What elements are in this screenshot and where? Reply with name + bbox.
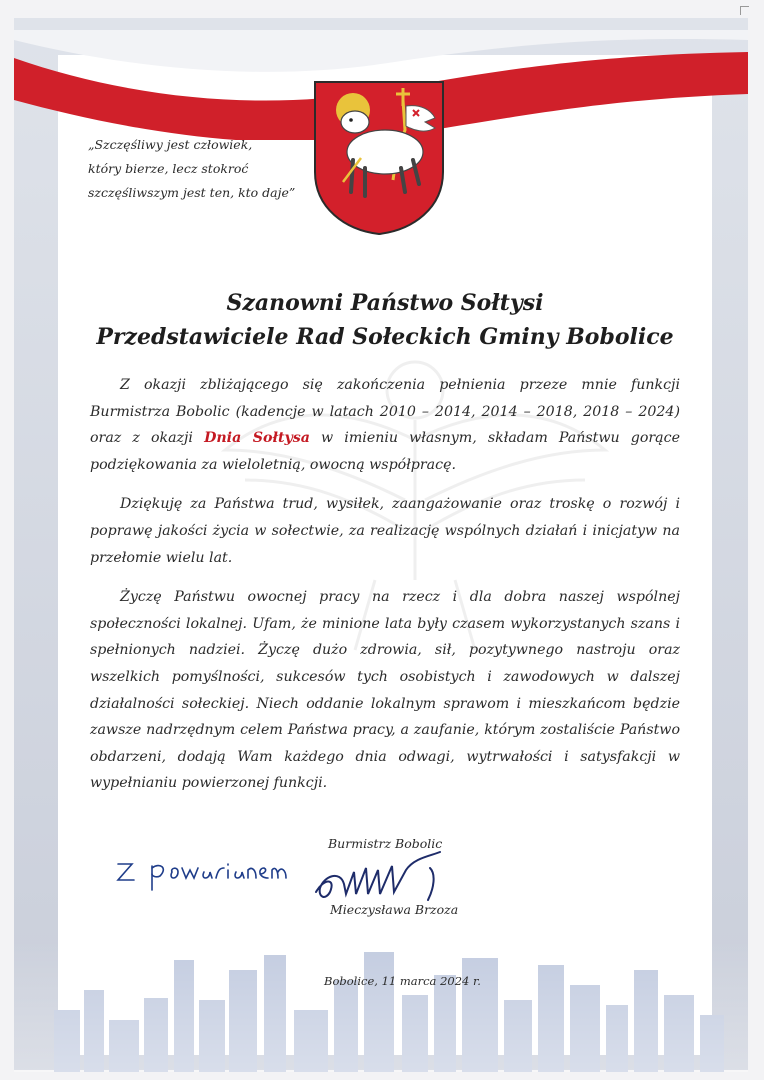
heading-line-2: Przedstawiciele Rad Sołeckich Gminy Bobolice (96, 324, 674, 350)
paragraph-1-start: Z okazji zbliżającego się zakończenia pełnienia przeze mnie funkcji Burmistrza Bobolic (kadencje w latach 2010 – 2014, 2014 – 2018, 2018 – 2024) oraz z okazji (90, 377, 680, 447)
paragraph-1 (90, 372, 680, 478)
city-skyline-graphic (14, 940, 748, 1072)
quote-line-3: szczęśliwszym jest ten, kto daje” (88, 185, 296, 200)
paragraph-2: Dziękuję za Państwa trud, wysiłek, zaangażowanie oraz troskę o rozwój i poprawę jakości życia w sołectwie, za realizację wspólnych działań i inicjatyw na przełomie wielu lat. (90, 496, 680, 566)
place-and-date: Bobolice, 11 marca 2024 r. (324, 974, 481, 988)
signatory-name: Mieczysława Brzoza (330, 902, 459, 917)
paragraph-3: Życzę Państwu owocnej pracy na rzecz i dla dobra naszej wspólnej społeczności lokalnej. Ufam, że minione lata były czasem wykorzystanych szans i spełnionych nadziei. Życzę dużo zdrowia, sił, pozytywnego nastroju oraz wszelkich pomyślności, sukcesów tych osobistych i zawodowych w dalszej działalności sołeckiej. Niech oddanie lokalnym sprawom i mieszkańcom będzie zawsze nadrzędnym celem Państwa pracy, a zaufanie, którym zostaliście Państwo obdarzeni, dodają Wam każdego dnia odwagi, wytrwałości i satysfakcji w wypełnianiu powierzonej funkcji. (90, 589, 680, 792)
highlight-dnia-soltysa: Dnia Sołtysa (204, 430, 310, 447)
coat-of-arms-lamb-icon (313, 80, 445, 235)
signature-scribble (310, 848, 470, 908)
quote-line-1: „Szczęśliwy jest człowiek, (88, 137, 253, 152)
scan-corner-mark (740, 6, 749, 15)
motto-quote (84, 133, 314, 205)
handwritten-greeting (112, 846, 302, 896)
letter-body (90, 372, 680, 810)
paragraph-1-end: w imieniu własnym, składam Państwu gorące podziękowania za wieloletnią, owocną współpracę. (90, 430, 680, 473)
heading-line-1: Szanowni Państwo Sołtysi (226, 290, 544, 316)
signatory-office: Burmistrz Bobolic (328, 836, 443, 851)
letter-heading (60, 286, 710, 354)
quote-line-2: który bierze, lecz stokroć (88, 161, 249, 176)
